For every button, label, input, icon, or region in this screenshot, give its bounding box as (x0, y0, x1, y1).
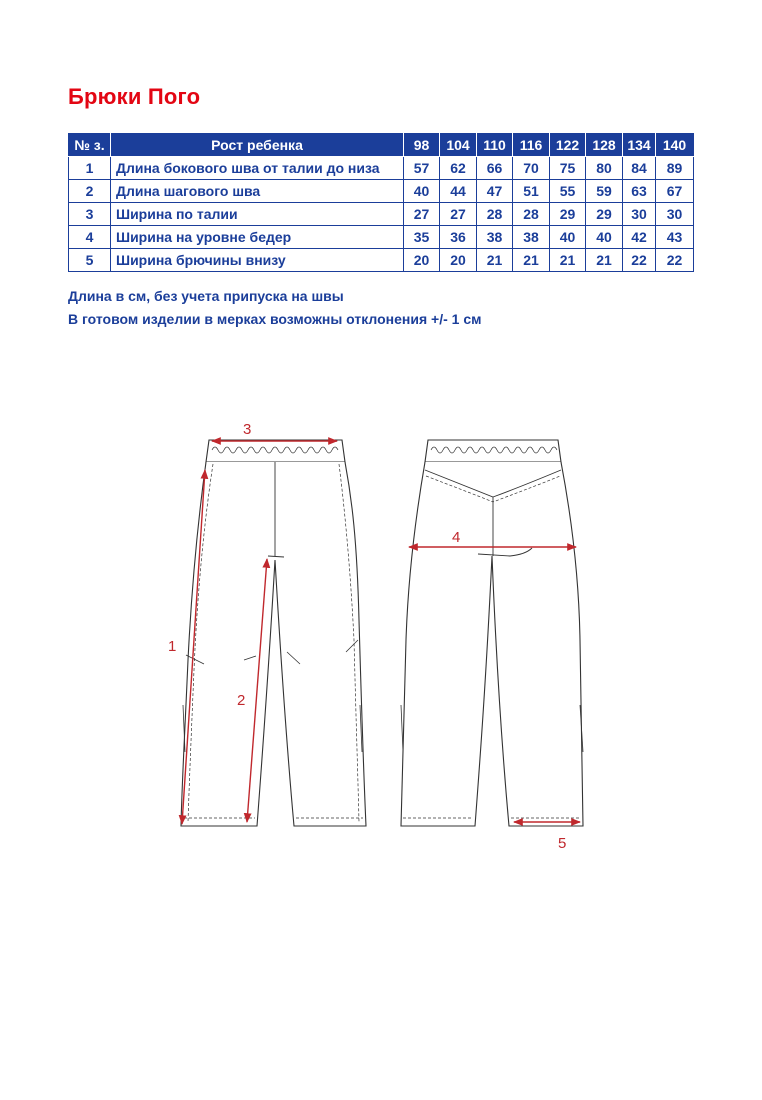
row-value: 38 (513, 226, 550, 249)
row-value: 20 (404, 249, 440, 272)
row-value: 27 (440, 203, 477, 226)
row-value: 29 (550, 203, 586, 226)
row-value: 66 (477, 157, 513, 180)
row-value: 21 (477, 249, 513, 272)
header-size: 122 (550, 134, 586, 157)
pants-back-view (401, 440, 583, 826)
row-value: 21 (550, 249, 586, 272)
row-value: 40 (404, 180, 440, 203)
row-value: 22 (623, 249, 656, 272)
row-value: 42 (623, 226, 656, 249)
header-size: 98 (404, 134, 440, 157)
row-num: 3 (69, 203, 111, 226)
row-value: 70 (513, 157, 550, 180)
header-height: Рост ребенка (111, 134, 404, 157)
measure-label-3: 3 (243, 421, 252, 438)
measure-label-2: 2 (237, 692, 246, 709)
row-value: 29 (586, 203, 623, 226)
header-size: 110 (477, 134, 513, 157)
row-name: Ширина по талии (111, 203, 404, 226)
row-value: 35 (404, 226, 440, 249)
measure-label-4: 4 (452, 529, 461, 546)
row-value: 67 (656, 180, 694, 203)
row-value: 22 (656, 249, 694, 272)
front-waistband (206, 440, 345, 462)
row-num: 5 (69, 249, 111, 272)
header-size: 134 (623, 134, 656, 157)
header-size: 104 (440, 134, 477, 157)
row-value: 44 (440, 180, 477, 203)
row-name: Длина шагового шва (111, 180, 404, 203)
row-value: 55 (550, 180, 586, 203)
back-waistband (425, 440, 561, 462)
row-value: 51 (513, 180, 550, 203)
back-outline (401, 462, 583, 826)
row-value: 38 (477, 226, 513, 249)
row-value: 75 (550, 157, 586, 180)
row-value: 27 (404, 203, 440, 226)
row-value: 62 (440, 157, 477, 180)
row-value: 28 (513, 203, 550, 226)
row-value: 20 (440, 249, 477, 272)
row-value: 89 (656, 157, 694, 180)
row-value: 57 (404, 157, 440, 180)
row-value: 36 (440, 226, 477, 249)
measure-label-5: 5 (558, 835, 567, 852)
pants-front-view (181, 440, 366, 826)
header-size: 128 (586, 134, 623, 157)
row-value: 40 (550, 226, 586, 249)
page-title: Брюки Пого (68, 84, 201, 109)
header-size: 140 (656, 134, 694, 157)
note-tolerance: В готовом изделии в мерках возможны отклонения +/- 1 см (68, 311, 482, 327)
row-value: 43 (656, 226, 694, 249)
row-value: 80 (586, 157, 623, 180)
front-outline (181, 462, 366, 826)
row-value: 84 (623, 157, 656, 180)
row-value: 30 (623, 203, 656, 226)
row-name: Длина бокового шва от талии до низа (111, 157, 404, 180)
row-value: 47 (477, 180, 513, 203)
row-name: Ширина на уровне бедер (111, 226, 404, 249)
measure-label-1: 1 (168, 638, 177, 655)
row-name: Ширина брючины внизу (111, 249, 404, 272)
row-num: 2 (69, 180, 111, 203)
row-value: 21 (586, 249, 623, 272)
note-units: Длина в см, без учета припуска на швы (68, 288, 344, 304)
row-value: 30 (656, 203, 694, 226)
header-num: № з. (69, 134, 111, 157)
row-num: 1 (69, 157, 111, 180)
header-size: 116 (513, 134, 550, 157)
row-value: 21 (513, 249, 550, 272)
row-value: 40 (586, 226, 623, 249)
row-value: 63 (623, 180, 656, 203)
row-value: 59 (586, 180, 623, 203)
row-num: 4 (69, 226, 111, 249)
row-value: 28 (477, 203, 513, 226)
